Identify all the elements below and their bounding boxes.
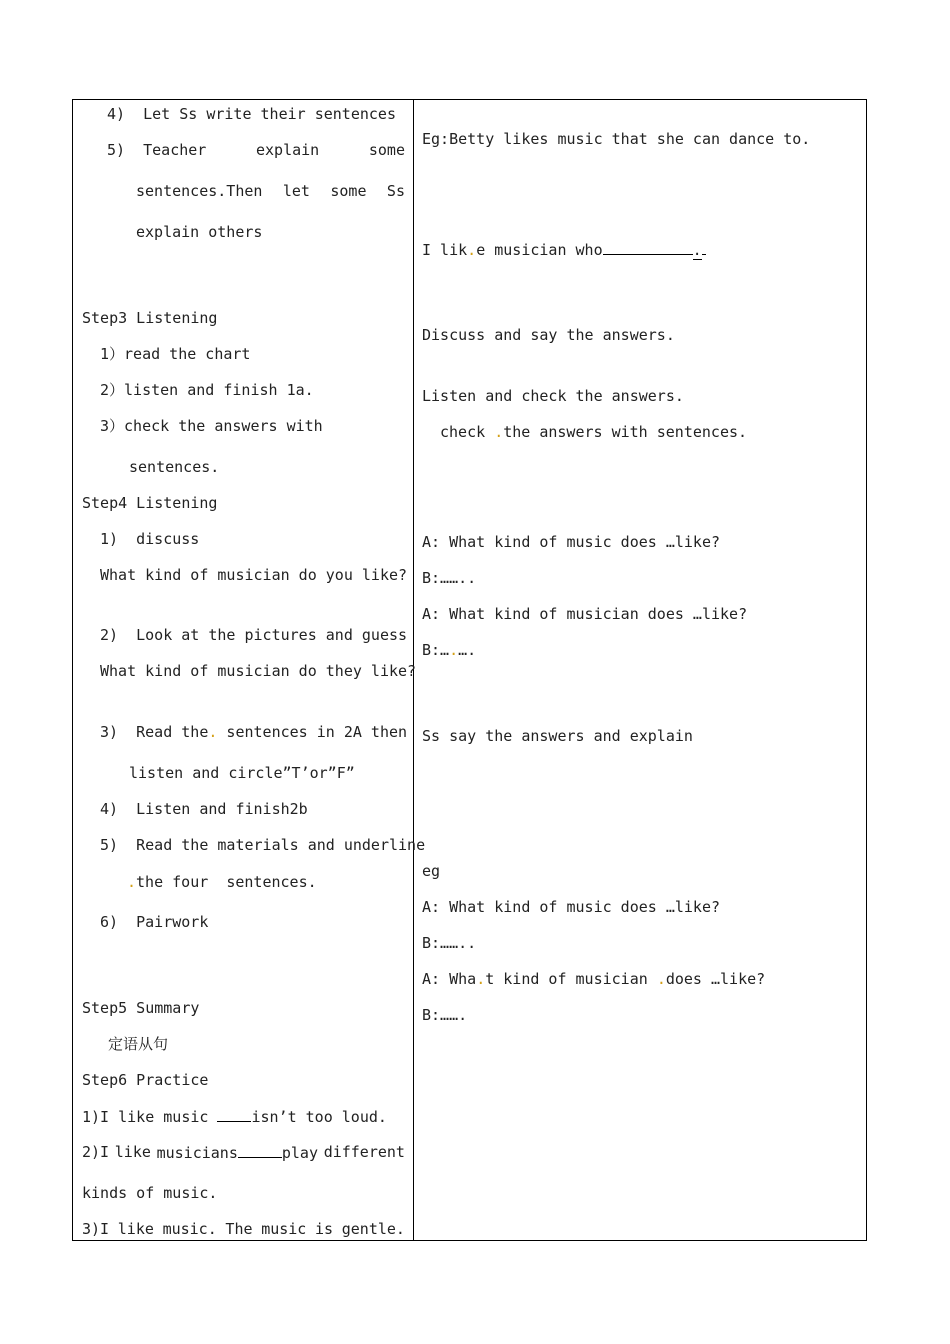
mark-dot: . xyxy=(208,723,218,741)
activity-text: check .the answers with sentences. xyxy=(440,423,748,441)
step-item: 6) Pairwork xyxy=(100,913,209,931)
step-item: 2) Look at the pictures and guess xyxy=(100,626,408,644)
step-item-continued: .the four sentences. xyxy=(127,873,317,891)
activity-text: Ss say the answers and explain xyxy=(422,727,693,745)
dialogue-line: A: Wha.t kind of musician .does …like? xyxy=(422,970,766,988)
step-item: 5) Read the materials and underline xyxy=(100,836,426,854)
mark-dot: . xyxy=(494,423,504,441)
fill-in-sentence: I lik.e musician who . xyxy=(422,240,706,259)
mark-dot: . xyxy=(127,873,137,891)
section-heading: Step4 Listening xyxy=(82,494,218,512)
practice-item: 3)I like music. The music is gentle. xyxy=(82,1220,405,1238)
step-item-continued: explain others xyxy=(136,223,263,241)
dialogue-line: B:….…. xyxy=(422,641,477,659)
step-item: 3) Read the. sentences in 2A then xyxy=(100,723,408,741)
answer-blank xyxy=(238,1143,282,1158)
activity-text: Discuss and say the answers. xyxy=(422,326,675,344)
question-text: What kind of musician do you like? xyxy=(100,566,408,584)
mark-dot: . xyxy=(656,970,666,988)
practice-item: 2)I like musicians play different xyxy=(82,1143,405,1162)
step-item-continued: sentences.Then let some Ss xyxy=(136,182,405,200)
dialogue-line: A: What kind of music does …like? xyxy=(422,898,721,916)
answer-blank xyxy=(603,240,693,255)
mark-dot: . xyxy=(476,970,486,988)
practice-item-continued: kinds of music. xyxy=(82,1184,218,1202)
lesson-table xyxy=(72,99,867,1241)
practice-item: 1)I like music isn’t too loud. xyxy=(82,1108,387,1126)
dialogue-line: B:……. xyxy=(422,1006,468,1024)
section-heading: Step3 Listening xyxy=(82,309,218,327)
step-item: 4) Let Ss write their sentences xyxy=(107,105,396,123)
question-text: What kind of musician do they like? xyxy=(100,662,417,680)
example-sentence: Eg:Betty likes music that she can dance to. xyxy=(422,130,811,148)
dialogue-line: A: What kind of musician does …like? xyxy=(422,605,748,623)
dialogue-line: B:…….. xyxy=(422,569,477,587)
step-item: 5) Teacher explain some xyxy=(107,141,405,159)
activity-text: Listen and check the answers. xyxy=(422,387,684,405)
answer-blank xyxy=(217,1107,251,1122)
mark-dot: . xyxy=(467,241,477,259)
section-heading: Step5 Summary xyxy=(82,999,200,1017)
mark-dot: . xyxy=(449,641,459,659)
example-label: eg xyxy=(422,862,441,880)
step-item: 3）check the answers with xyxy=(100,417,323,435)
step-item: 1）read the chart xyxy=(100,345,251,363)
step-item: 4) Listen and finish2b xyxy=(100,800,308,818)
dialogue-line: A: What kind of music does …like? xyxy=(422,533,721,551)
summary-text: 定语从句 xyxy=(108,1035,169,1053)
step-item-continued: sentences. xyxy=(129,458,220,476)
step-item: 1) discuss xyxy=(100,530,200,548)
section-heading: Step6 Practice xyxy=(82,1071,209,1089)
step-item-continued: listen and circle”T’or”F” xyxy=(129,764,355,782)
step-item: 2）listen and finish 1a. xyxy=(100,381,314,399)
dialogue-line: B:…….. xyxy=(422,934,477,952)
